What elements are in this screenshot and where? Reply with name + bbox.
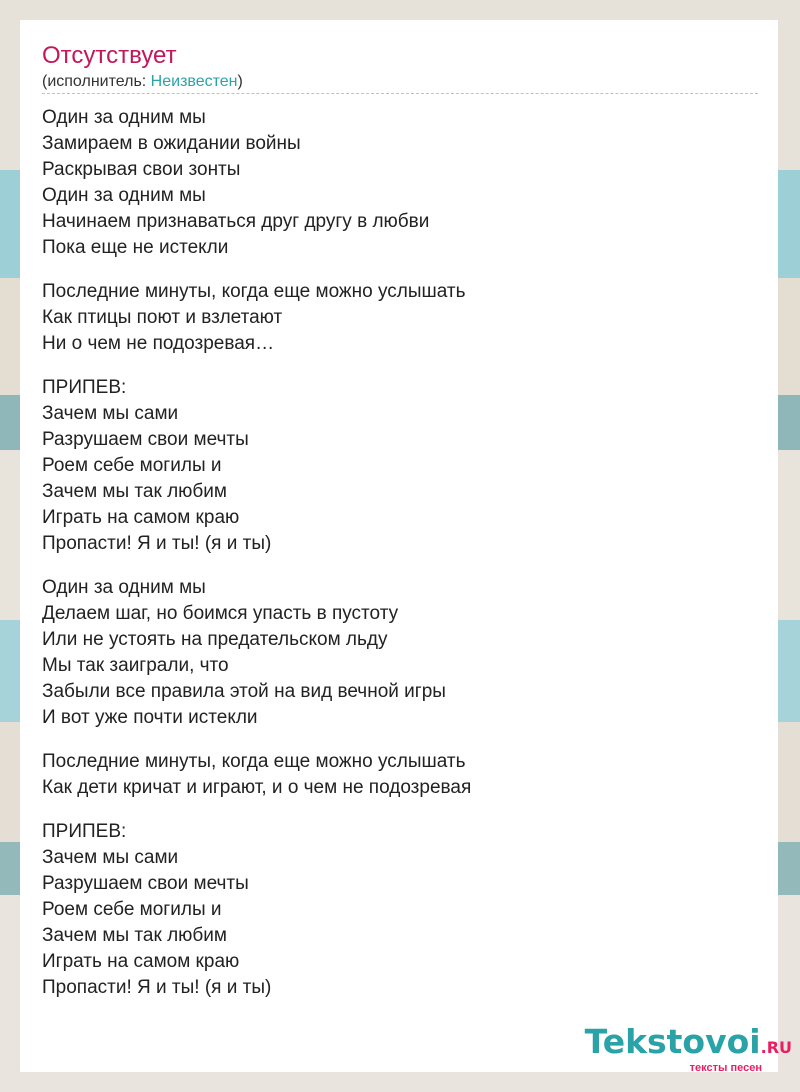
lyric-line: Раскрывая свои зонты <box>42 159 241 180</box>
title-divider <box>42 93 758 94</box>
artist-line <box>42 72 243 92</box>
lyric-line: Роем себе могилы и <box>42 455 222 476</box>
lyric-line: Делаем шаг, но боимся упасть в пустоту <box>42 603 399 624</box>
lyric-line: Ни о чем не подозревая… <box>42 333 275 354</box>
lyric-line: И вот уже почти истекли <box>42 707 258 728</box>
logo-wordmark: Tekstovoi <box>584 1022 761 1061</box>
lyric-line: Один за одним мы <box>42 185 206 206</box>
lyrics-card <box>20 20 778 1072</box>
lyrics-text <box>42 105 471 1001</box>
artist-suffix: ) <box>237 73 243 90</box>
artist-prefix: (исполнитель: <box>42 73 151 90</box>
lyric-line: Разрушаем свои мечты <box>42 429 249 450</box>
lyric-line: Пропасти! Я и ты! (я и ты) <box>42 533 272 554</box>
lyric-line: Замираем в ожидании войны <box>42 133 301 154</box>
lyric-line: Или не устоять на предательском льду <box>42 629 388 650</box>
lyric-line: Начинаем признаваться друг другу в любви <box>42 211 430 232</box>
lyric-line: Пропасти! Я и ты! (я и ты) <box>42 977 272 998</box>
lyric-line: Последние минуты, когда еще можно услышать <box>42 281 466 302</box>
lyric-line: Зачем мы так любим <box>42 925 227 946</box>
lyric-line: Как птицы поют и взлетают <box>42 307 283 328</box>
stanza-break <box>42 801 471 819</box>
lyric-line: Играть на самом краю <box>42 951 240 972</box>
stanza-break <box>42 357 471 375</box>
lyric-line: Один за одним мы <box>42 107 206 128</box>
lyric-line: ПРИПЕВ: <box>42 377 127 398</box>
lyric-line: Один за одним мы <box>42 577 206 598</box>
lyric-line: Роем себе могилы и <box>42 899 222 920</box>
lyric-line: Последние минуты, когда еще можно услышать <box>42 751 466 772</box>
lyric-line: Пока еще не истекли <box>42 237 229 258</box>
lyric-line: Как дети кричат и играют, и о чем не подозревая <box>42 777 472 798</box>
lyric-line: Зачем мы сами <box>42 403 179 424</box>
song-title: Отсутствует <box>42 42 177 69</box>
lyric-line: Забыли все правила этой на вид вечной игры <box>42 681 446 702</box>
lyric-line: Зачем мы сами <box>42 847 179 868</box>
stanza-break <box>42 261 471 279</box>
site-logo[interactable] <box>585 1024 792 1074</box>
logo-domain: .RU <box>760 1038 792 1057</box>
lyric-line: Играть на самом краю <box>42 507 240 528</box>
stanza-break <box>42 731 471 749</box>
artist-link[interactable]: Неизвестен <box>150 73 238 90</box>
lyric-line: Мы так заиграли, что <box>42 655 229 676</box>
lyric-line: Разрушаем свои мечты <box>42 873 249 894</box>
logo-tagline: тексты песен <box>689 1062 762 1074</box>
stanza-break <box>42 557 471 575</box>
lyric-line: ПРИПЕВ: <box>42 821 127 842</box>
lyric-line: Зачем мы так любим <box>42 481 227 502</box>
